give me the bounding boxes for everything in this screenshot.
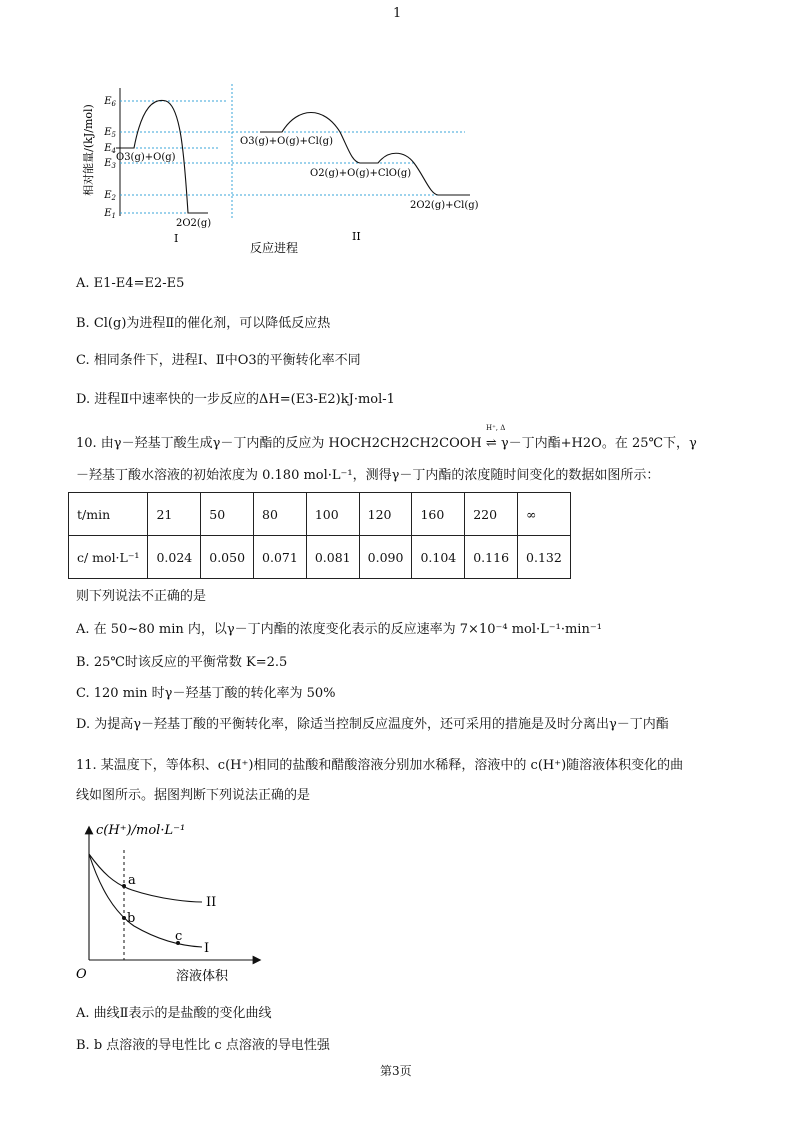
level-e3: $E_3$	[104, 158, 116, 170]
species-reactant-2: O3(g)+O(g)+Cl(g)	[240, 136, 333, 147]
species-product-1: 2O2(g)	[176, 218, 212, 229]
energy-ylabel: 相对能量/(kJ/mol)	[82, 104, 95, 196]
q11-option-b: B. b 点溶液的导电性比 c 点溶液的导电性强	[76, 1038, 330, 1053]
q11-dilution-graph	[72, 812, 272, 988]
q10-option-c: C. 120 min 时γ－羟基丁酸的转化率为 50%	[76, 686, 336, 701]
q10-data-table	[68, 492, 571, 579]
point-b-label: b	[127, 911, 136, 926]
q9-option-b: B. Cl(g)为进程Ⅱ的催化剂，可以降低反应热	[76, 316, 331, 331]
q10-reaction-condition: H⁺, Δ	[486, 424, 506, 432]
curve-ii-label: II	[206, 895, 217, 910]
table-cell: 50	[201, 493, 254, 536]
point-a	[122, 884, 126, 888]
process-2-label: II	[352, 230, 361, 243]
page-number: 1	[393, 6, 402, 21]
q11-option-a: A. 曲线Ⅱ表示的是盐酸的变化曲线	[76, 1006, 272, 1021]
table-row	[69, 536, 571, 579]
table-cell: 160	[412, 493, 465, 536]
species-intermediate: O2(g)+O(g)+ClO(g)	[310, 168, 412, 179]
curve-i-label: I	[204, 941, 210, 956]
table-cell: 21	[148, 493, 201, 536]
energy-xlabel: 反应进程	[250, 241, 299, 255]
q9-option-c: C. 相同条件下，进程Ⅰ、Ⅱ中O3的平衡转化率不同	[76, 353, 361, 368]
q11-stem-line-1: 11. 某温度下，等体积、c(H⁺)相同的盐酸和醋酸溶液分别加水稀释，溶液中的 c(H⁺)随溶液体积变化的曲	[76, 758, 684, 773]
q10-ask: 则下列说法不正确的是	[76, 589, 207, 604]
q11-xlabel: 溶液体积	[176, 969, 229, 984]
page-footer: 第3页	[380, 1064, 412, 1078]
q10-option-b: B. 25℃时该反应的平衡常数 K=2.5	[76, 655, 288, 670]
q11-origin: O	[76, 967, 87, 982]
table-cell: 0.090	[359, 536, 412, 579]
table-cell: 0.081	[306, 536, 359, 579]
point-a-label: a	[128, 873, 136, 888]
species-product-2: 2O2(g)+Cl(g)	[410, 200, 479, 211]
q10-option-a: A. 在 50~80 min 内，以γ－丁内酯的浓度变化表示的反应速率为 7×10⁻⁴ mol·L⁻¹·min⁻¹	[76, 622, 602, 637]
level-e1: $E_1$	[104, 208, 116, 220]
q10-stem-line-2: －羟基丁酸水溶液的初始浓度为 0.180 mol·L⁻¹，测得γ－丁内酯的浓度随时间变化的数据如图所示：	[76, 468, 660, 483]
table-cell: 0.132	[518, 536, 571, 579]
table-cell: 80	[254, 493, 307, 536]
table-header: c/ mol·L⁻¹	[69, 536, 148, 579]
table-cell: 100	[306, 493, 359, 536]
point-c-label: c	[175, 929, 183, 944]
table-header: t/min	[69, 493, 148, 536]
species-reactant-1: O3(g)+O(g)	[116, 152, 176, 163]
table-cell: 0.024	[148, 536, 201, 579]
level-e4: $E_4$	[104, 143, 116, 155]
table-cell: 0.104	[412, 536, 465, 579]
q11-stem-line-2: 线如图所示。据图判断下列说法正确的是	[76, 788, 311, 803]
table-cell: 0.116	[465, 536, 518, 579]
table-cell: 0.071	[254, 536, 307, 579]
table-cell: 120	[359, 493, 412, 536]
q10-option-d: D. 为提高γ－羟基丁酸的平衡转化率，除适当控制反应温度外，还可采用的措施是及时分离出γ－丁内酯	[76, 717, 669, 732]
point-b	[122, 916, 126, 920]
level-e5: $E_5$	[104, 127, 116, 139]
process-1-label: I	[174, 232, 179, 245]
q11-ylabel: c(H⁺)/mol·L⁻¹	[96, 823, 186, 838]
table-row	[69, 493, 571, 536]
table-cell: 0.050	[201, 536, 254, 579]
q9-option-d: D. 进程Ⅱ中速率快的一步反应的ΔH=(E3-E2)kJ·mol-1	[76, 392, 395, 407]
q10-stem-line-1: 10. 由γ－羟基丁酸生成γ－丁内酯的反应为 HOCH2CH2CH2COOH ⇌ γ－丁内酯+H2O。在 25℃下，γ	[76, 436, 697, 451]
process-2-curve	[260, 113, 470, 196]
q9-option-a: A. E1-E4=E2-E5	[76, 276, 185, 291]
level-e2: $E_2$	[104, 190, 116, 202]
energy-diagram	[70, 70, 500, 265]
table-cell: ∞	[518, 493, 571, 536]
curve-ii	[89, 854, 202, 902]
level-e6: $E_6$	[104, 96, 116, 108]
table-cell: 220	[465, 493, 518, 536]
